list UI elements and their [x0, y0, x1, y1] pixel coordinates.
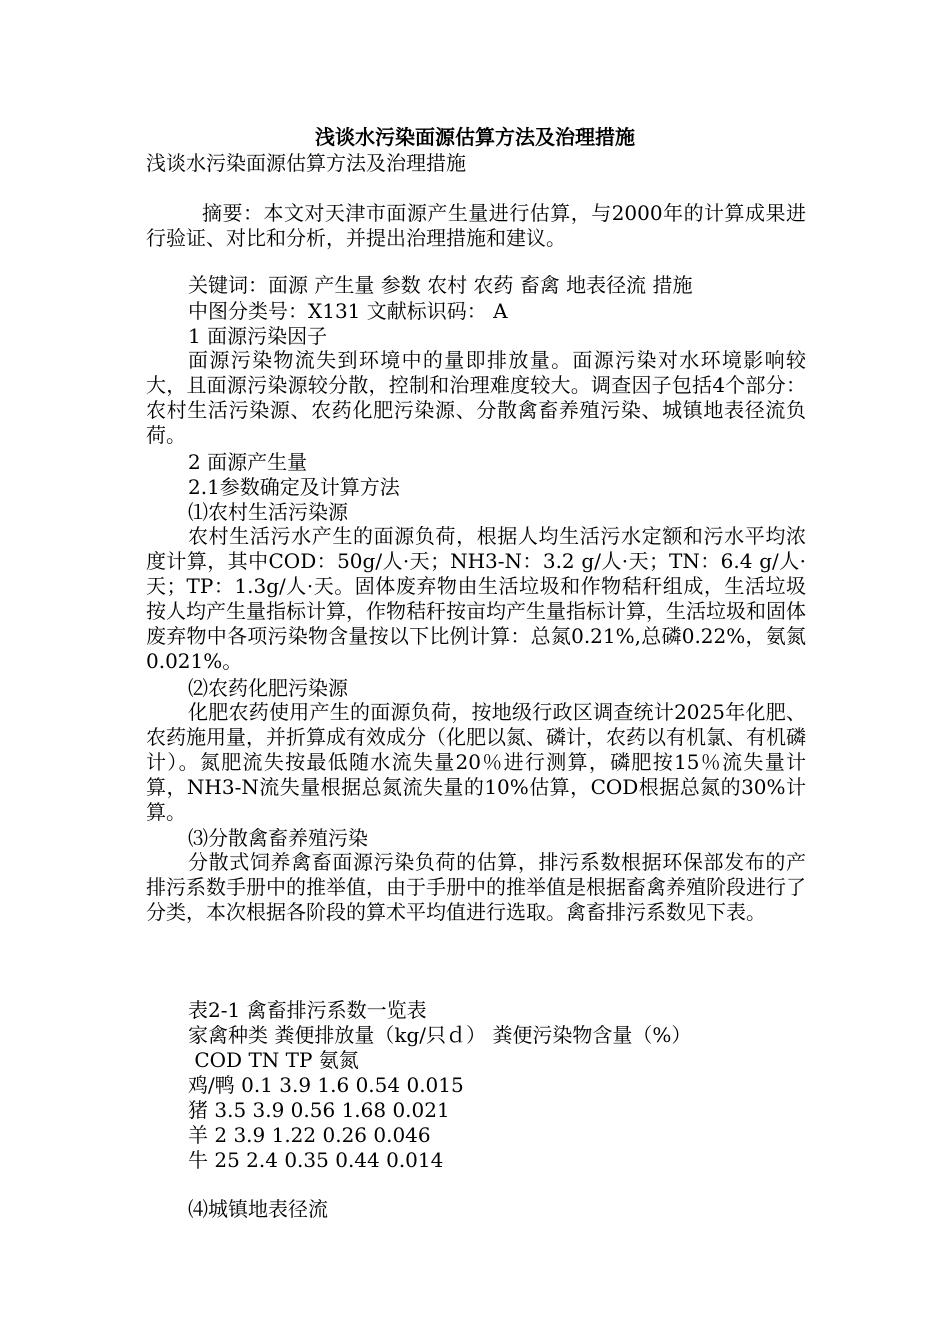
- document-title: 浅谈水污染面源估算方法及治理措施: [315, 125, 635, 149]
- table-row: 鸡/鸭 0.1 3.9 1.6 0.54 0.015: [188, 1073, 464, 1097]
- table-caption: 表2-1 禽畜排污系数一览表: [188, 998, 427, 1022]
- item-2-paragraph: 化肥农药使用产生的面源负荷，按地级行政区调查统计2025年化肥、农药施用量，并折算成有效成分（化肥以氮、磷计，农药以有机氯、有机磷计）。氮肥流失按最低随水流失量20％进行测算，磷肥按15％流失量计算，NH3-N流失量根据总氮流失量的10%估算，COD根据总氮的30%计算。: [146, 700, 806, 824]
- item-3-heading: ⑶分散禽畜养殖污染: [188, 826, 368, 850]
- item-1-heading: ⑴农村生活污染源: [188, 500, 348, 524]
- item-1-paragraph: 农村生活污水产生的面源负荷，根据人均生活污水定额和污水平均浓度计算，其中COD：50g/人·天；NH3-N：3.2 g/人·天；TN：6.4 g/人·天；TP：1.3g/人·天。固体废弃物由生活垃圾和作物秸秆组成，生活垃圾按人均产生量指标计算，作物秸秆按亩均产生量指标计算，生活垃圾和固体废弃物中各项污染物含量按以下比例计算：总氮0.21%,总磷0.22%，氨氮0.021%。: [146, 524, 806, 673]
- table-row: 牛 25 2.4 0.35 0.44 0.014: [188, 1148, 444, 1172]
- section-2-heading: 2 面源产生量: [188, 450, 308, 474]
- document-subtitle: 浅谈水污染面源估算方法及治理措施: [146, 151, 466, 175]
- keywords-line: 关键词：面源 产生量 参数 农村 农药 畜禽 地表径流 措施: [188, 273, 693, 297]
- item-3-paragraph: 分散式饲养禽畜面源污染负荷的估算，排污系数根据环保部发布的产排污系数手册中的推举值，由于手册中的推举值是根据畜禽养殖阶段进行了分类，本次根据各阶段的算术平均值进行选取。禽畜排污系数见下表。: [146, 850, 806, 924]
- classification-line: 中图分类号：X131 文献标识码： A: [188, 299, 508, 323]
- section-2-1-heading: 2.1参数确定及计算方法: [188, 475, 400, 499]
- item-2-heading: ⑵农药化肥污染源: [188, 676, 348, 700]
- section-1-paragraph: 面源污染物流失到环境中的量即排放量。面源污染对水环境影响较大，且面源污染源较分散，控制和治理难度较大。调查因子包括4个部分：农村生活污染源、农药化肥污染源、分散禽畜养殖污染、城镇地表径流负荷。: [146, 348, 806, 447]
- abstract-paragraph: 摘要：本文对天津市面源产生量进行估算，与2000年的计算成果进行验证、对比和分析，并提出治理措施和建议。: [146, 201, 806, 250]
- item-4-heading: ⑷城镇地表径流: [188, 1197, 328, 1221]
- table-header-row-2: COD TN TP 氨氮: [188, 1048, 359, 1072]
- table-header-row-1: 家禽种类 粪便排放量（kg/只ｄ） 粪便污染物含量（%）: [188, 1023, 692, 1047]
- table-row: 羊 2 3.9 1.22 0.26 0.046: [188, 1123, 431, 1147]
- section-1-heading: 1 面源污染因子: [188, 324, 328, 348]
- table-row: 猪 3.5 3.9 0.56 1.68 0.021: [188, 1098, 450, 1122]
